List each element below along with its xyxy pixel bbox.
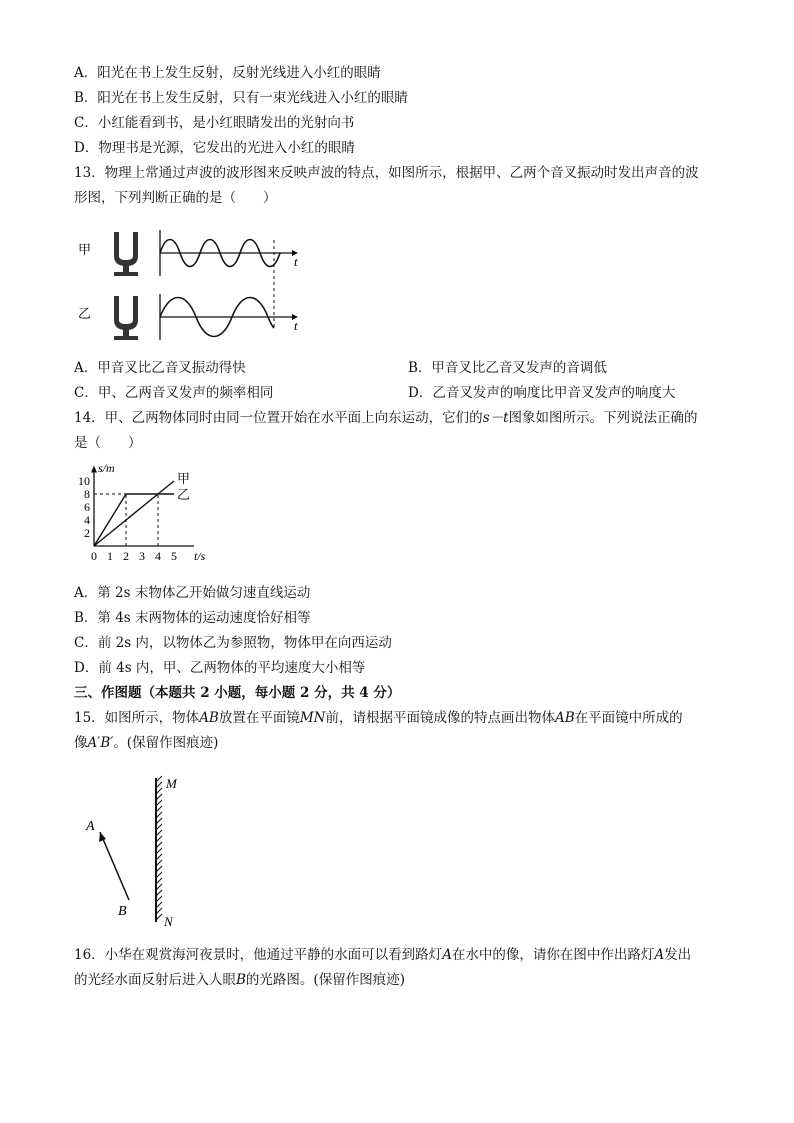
section-heading: 三、作图题（本题共 2 小题，每小题 2 分，共 4 分）: [74, 685, 401, 701]
x-tick-label: 4: [155, 549, 161, 563]
q15-stem-line1: [74, 708, 683, 728]
label-yi: 乙: [78, 306, 92, 321]
q14-stem-line2: 是（ ）: [74, 435, 142, 451]
object-ab-arrowhead: [99, 832, 106, 842]
q14-stem-pre: 14．甲、乙两物体同时由同一位置开始在水平面上向东运动，它们的: [74, 410, 483, 426]
q15-text-6: 。(保留作图痕迹): [113, 735, 219, 751]
q16-stem-line2: [74, 970, 405, 990]
q15-text-5: 像: [74, 735, 88, 751]
q12-option-d: D．物理书是光源，它发出的光进入小红的眼睛: [74, 140, 355, 156]
q14-option-b: B．第 4s 末两物体的运动速度恰好相等: [74, 610, 311, 626]
tuning-fork-jia-icon: [114, 232, 138, 276]
q12-option-c: C．小红能看到书，是小红眼睛发出的光射向书: [74, 115, 355, 131]
q16-text-1: 16．小华在观赏海河夜景时，他通过平静的水面可以看到路灯: [74, 947, 443, 963]
series-label: 甲: [177, 471, 191, 486]
x-tick-label: 1: [107, 549, 113, 563]
x-tick-label: 3: [139, 549, 145, 563]
y-axis-arrow: [91, 466, 97, 473]
q14-option-a: A．第 2s 末物体乙开始做匀速直线运动: [74, 585, 311, 601]
y-tick-label: 2: [84, 526, 90, 540]
q15-text-4: 在平面镜中所成的: [574, 710, 683, 726]
q15-text-1: 15．如图所示，物体: [74, 710, 200, 726]
series-line: [94, 494, 174, 546]
q16-b: B: [236, 972, 246, 988]
q12-option-b: B．阳光在书上发生反射，只有一束光线进入小红的眼睛: [74, 90, 408, 106]
y-tick-label: 8: [84, 487, 90, 501]
x-tick-label: 2: [123, 549, 129, 563]
q13-stem-line2: 形图，下列判断正确的是（ ）: [74, 190, 277, 206]
q14-option-c: C．前 2s 内，以物体乙为参照物，物体甲在向西运动: [74, 635, 392, 651]
q15-mn: MN: [299, 710, 326, 726]
q14-stem-math: s－t: [482, 410, 509, 426]
label-jia: 甲: [78, 242, 92, 257]
q16-text-4: 的光经水面反射后进入人眼: [74, 972, 236, 988]
y-axis-label: s/m: [98, 462, 115, 475]
q16-a-1: A: [442, 947, 452, 963]
y-tick-label: 6: [84, 500, 90, 514]
q13-option-b: B．甲音叉比乙音叉发声的音调低: [408, 360, 607, 376]
tuning-fork-yi-icon: [114, 296, 138, 340]
q13-option-d: D．乙音叉发声的响度比甲音叉发声的响度大: [408, 385, 676, 401]
q13-option-a: A．甲音叉比乙音叉振动得快: [74, 360, 246, 376]
q15-stem-line2: [74, 733, 218, 753]
jia-axis-t: t: [294, 254, 298, 269]
q14-stem-post: 图象如图所示。下列说法正确的: [508, 410, 698, 426]
y-tick-label: 10: [78, 474, 90, 488]
x-tick-label: 0: [91, 549, 97, 563]
q16-text-3: 发出: [664, 947, 692, 963]
q15-mirror-figure: [80, 770, 200, 935]
q14-option-d: D．前 4s 内，甲、乙两物体的平均速度大小相等: [74, 660, 366, 676]
label-b: B: [118, 904, 127, 919]
q13-option-c: C．甲、乙两音叉发声的频率相同: [74, 385, 274, 401]
label-n: N: [164, 914, 173, 929]
y-tick-label: 4: [84, 513, 90, 527]
q13-stem-line1: 13．物理上常通过声波的波形图来反映声波的特点，如图所示，根据甲、乙两个音叉振动时发出声音的波: [74, 165, 699, 181]
x-axis-label: t/s: [194, 549, 206, 563]
q15-text-2: 放置在平面镜: [218, 710, 300, 726]
q14-stem-line1: [74, 408, 698, 428]
q16-a-2: A: [654, 947, 665, 963]
x-tick-label: 5: [171, 549, 177, 563]
label-m: M: [166, 776, 177, 791]
q16-text-2: 在水中的像，请你在图中作出路灯: [451, 947, 655, 963]
q15-ab-1: AB: [199, 710, 219, 726]
q15-image-label: A′B′: [87, 735, 114, 751]
series-line: [94, 481, 174, 546]
q16-stem-line1: [74, 945, 691, 965]
q12-option-a: A．阳光在书上发生反射，反射光线进入小红的眼睛: [74, 65, 381, 81]
q13-waveform-figure: [70, 220, 320, 345]
q16-text-5: 的光路图。(保留作图痕迹): [245, 972, 405, 988]
series-label: 乙: [177, 487, 191, 502]
label-a: A: [86, 819, 95, 834]
q15-text-3: 前，请根据平面镜成像的特点画出物体: [325, 710, 555, 726]
object-ab-line: [100, 832, 129, 900]
q15-ab-2: AB: [555, 710, 575, 726]
q14-st-graph: [68, 462, 228, 572]
yi-axis-t: t: [294, 318, 298, 333]
